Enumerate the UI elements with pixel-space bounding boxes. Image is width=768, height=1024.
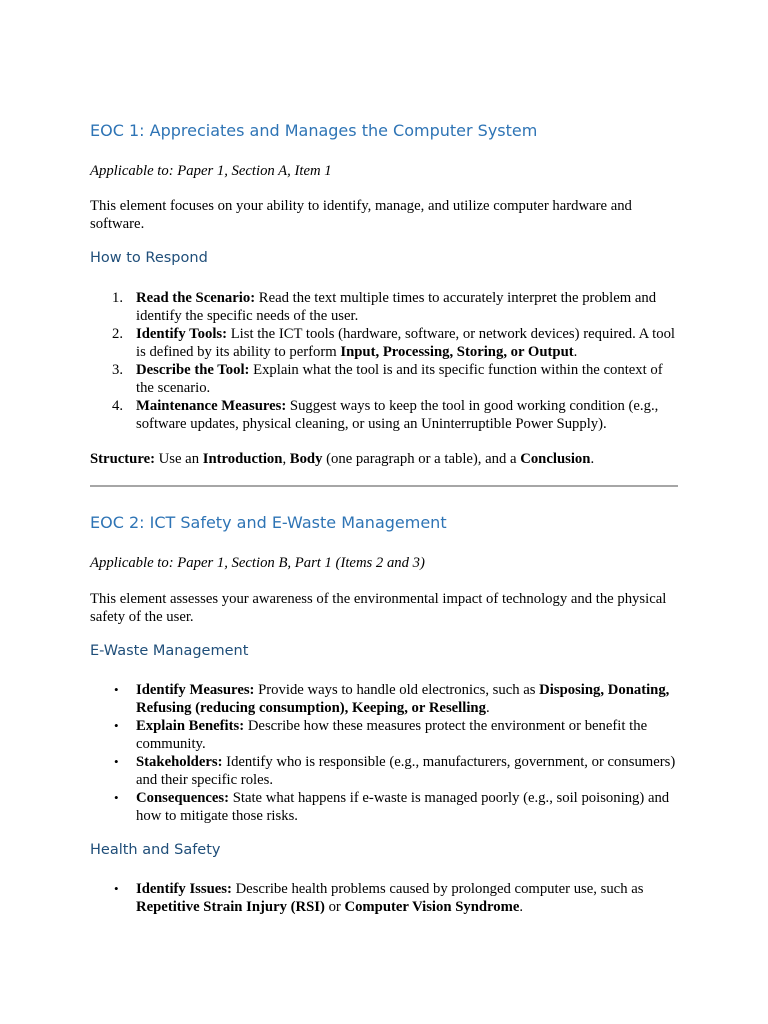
step-text: Suggest ways to keep the tool in good working condition (e.g., software updates, physical cleaning, or using an Uninterruptible Power Supply). [136, 398, 659, 432]
subheading-how-to-respond: How to Respond [90, 250, 208, 266]
item-emphasis-cvs: Computer Vision Syndrome [344, 899, 520, 915]
item-text-end: . [519, 899, 524, 915]
list-number: 4. [112, 398, 124, 414]
intro-paragraph-eoc1: This element focuses on your ability to identify, manage, and utilize computer hardware and software. [90, 198, 632, 232]
bullet-icon: • [114, 718, 119, 733]
step-text: List the ICT tools (hardware, software, or network devices) required. A tool is defined by its ability to perform [136, 326, 675, 360]
item-text: Describe health problems caused by prolonged computer use, such as [231, 881, 644, 897]
bullet-icon: • [114, 682, 119, 697]
step-term: Describe the Tool: [136, 362, 250, 378]
item-term: Stakeholders: [136, 754, 223, 770]
item-text: Identify who is responsible (e.g., manufacturers, government, or consumers) and their specific roles. [136, 754, 676, 788]
horizontal-divider [90, 485, 678, 487]
list-number: 3. [112, 362, 124, 378]
step-text-end: . [573, 344, 578, 360]
structure-text: (one paragraph or a table), and a [322, 451, 521, 467]
item-emphasis: Disposing, Donating, Refusing (reducing consumption), Keeping, or Reselling [136, 682, 670, 716]
step-emphasis: Input, Processing, Storing, or Output [340, 344, 574, 360]
health-safety-list [90, 880, 678, 916]
item-term: Identify Measures: [136, 682, 255, 698]
structure-term-conclusion: Conclusion [520, 451, 591, 467]
applicable-note-eoc1: Applicable to: Paper 1, Section A, Item 1 [90, 163, 332, 179]
structure-text: Use an [155, 451, 203, 467]
applicable-note-eoc2: Applicable to: Paper 1, Section B, Part 1 (Items 2 and 3) [90, 555, 425, 571]
item-text: Provide ways to handle old electronics, such as [254, 682, 540, 698]
item-emphasis-rsi: Repetitive Strain Injury (RSI) [136, 899, 325, 915]
item-term: Explain Benefits: [136, 718, 245, 734]
list-number: 1. [112, 290, 124, 306]
subheading-e-waste-management: E-Waste Management [90, 643, 249, 659]
list-item [90, 880, 678, 916]
e-waste-list [90, 681, 678, 825]
list-item [90, 789, 678, 825]
item-text: State what happens if e-waste is managed poorly (e.g., soil poisoning) and how to mitigate those risks. [136, 790, 670, 824]
item-text-end: . [485, 700, 490, 716]
item-text: Describe how these measures protect the environment or benefit the community. [136, 718, 648, 752]
item-term: Identify Issues: [136, 881, 232, 897]
step-text: Explain what the tool is and its specific function within the context of the scenario. [136, 362, 663, 396]
step-term: Read the Scenario: [136, 290, 256, 306]
step-text: Read the text multiple times to accurately interpret the problem and identify the specific needs of the user. [136, 290, 657, 324]
bullet-icon: • [114, 790, 119, 805]
list-item [90, 397, 678, 433]
structure-term-introduction: Introduction [202, 451, 283, 467]
response-steps-list [90, 289, 678, 433]
structure-label: Structure: [90, 451, 155, 467]
intro-paragraph-eoc2: This element assesses your awareness of the environmental impact of technology and the physical safety of the user. [90, 591, 667, 625]
list-item [90, 753, 678, 789]
subheading-health-and-safety: Health and Safety [90, 842, 221, 858]
list-item [90, 681, 678, 717]
structure-text: . [590, 451, 595, 467]
section-heading-eoc2: EOC 2: ICT Safety and E-Waste Management [90, 513, 447, 532]
structure-paragraph [90, 450, 678, 468]
item-text: or [324, 899, 345, 915]
list-item [90, 717, 678, 753]
bullet-icon: • [114, 754, 119, 769]
bullet-icon: • [114, 881, 119, 896]
step-term: Maintenance Measures: [136, 398, 287, 414]
item-term: Consequences: [136, 790, 230, 806]
list-item [90, 325, 678, 361]
list-number: 2. [112, 326, 124, 342]
section-heading-eoc1: EOC 1: Appreciates and Manages the Computer System [90, 121, 538, 140]
structure-term-body: Body [289, 451, 323, 467]
list-item [90, 289, 678, 325]
list-item [90, 361, 678, 397]
step-term: Identify Tools: [136, 326, 228, 342]
structure-text: , [282, 451, 290, 467]
